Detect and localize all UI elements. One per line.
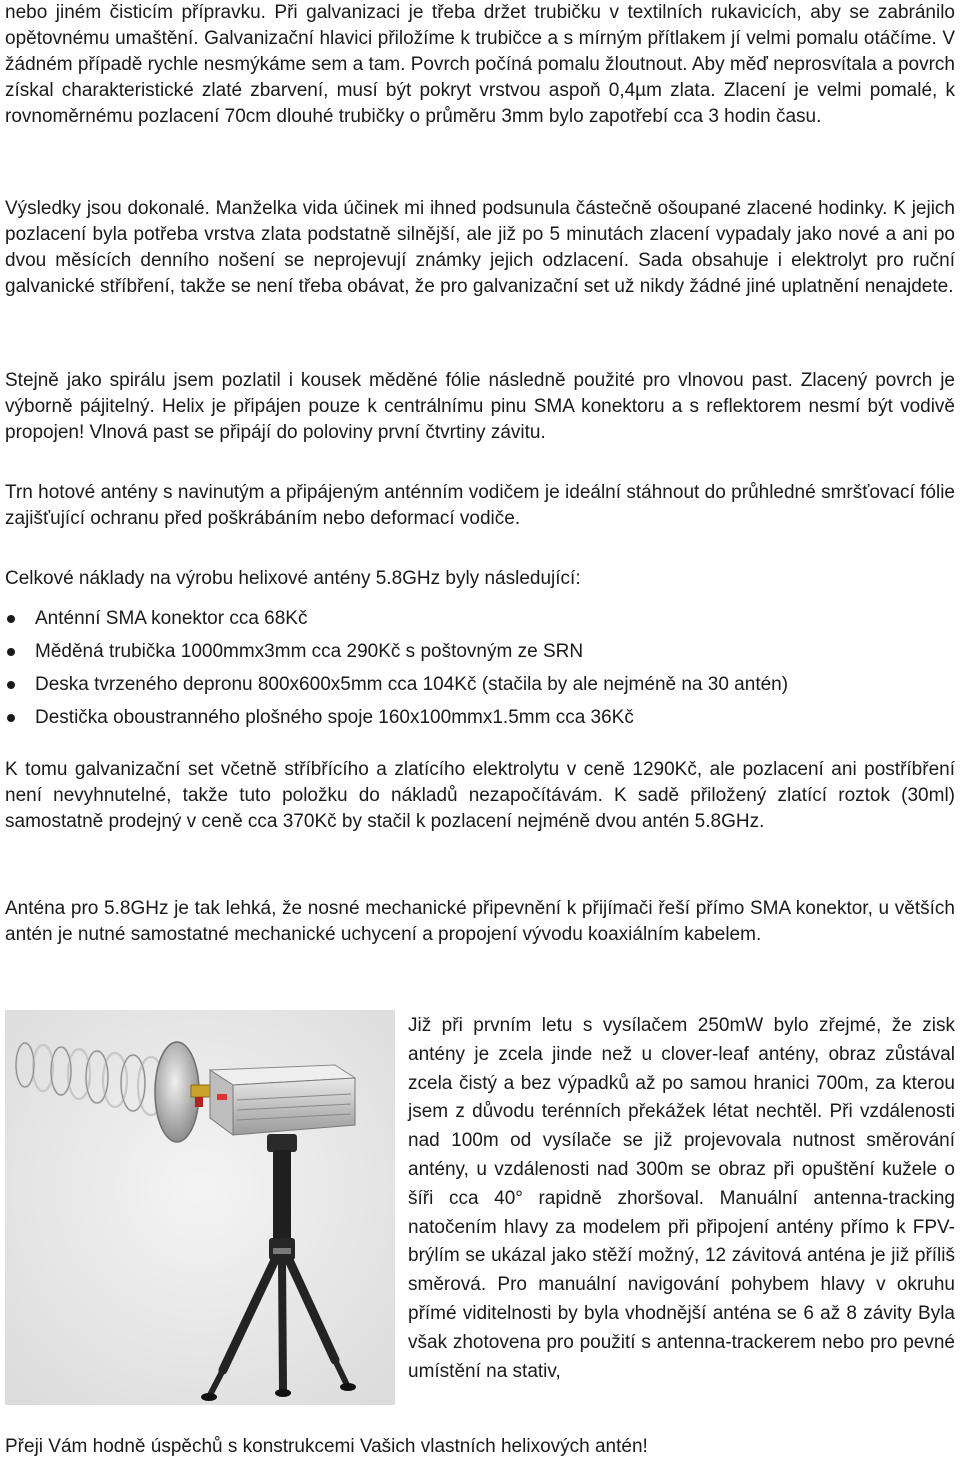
cost-list — [5, 606, 955, 738]
antenna-photo — [5, 1010, 395, 1405]
list-item: Anténní SMA konektor cca 68Kč — [5, 606, 955, 632]
paragraph-costs-intro: Celkové náklady na výrobu helixové antény 5.8GHz byly následující: — [5, 568, 581, 589]
bullet-icon — [7, 615, 15, 623]
paragraph-gilding-process: nebo jiném čisticím přípravku. Při galvanizaci je třeba držet trubičku v textilních rukavicích, aby se zabránilo opětovnému umaštění. Galvanizační hlavici přiložíme k trubičce a s mírným přítlakem jí velmi pomalu otáčíme. V žádném případě rychle nesmýkáme sem a tam. Povrch počíná pomalu žloutnout. Aby měď neprosvítala a povrch získal charakteristické zlaté zbarvení, musí být pokryt vrstvou aspoň 0,4µm zlata. Zlacení je velmi pomalé, k rovnoměrnému pozlacení 70cm dlouhé trubičky o průměru 3mm bylo zapotřebí cca 3 hodin času. — [5, 2, 955, 127]
list-item: Destička oboustranného plošného spoje 160x100mmx1.5mm cca 36Kč — [5, 705, 955, 731]
bullet-icon — [7, 681, 15, 689]
paragraph-closing: Přeji Vám hodně úspěchů s konstrukcemi Vašich vlastních helixových antén! — [5, 1436, 648, 1457]
paragraph-wave-trap: Stejně jako spirálu jsem pozlatil i kousek měděné fólie následně použité pro vlnovou past. Zlacený povrch je výborně pájitelný. Helix je připájen pouze k centrálnímu pinu SMA konektoru a s reflektorem nesmí být vodivě propojen! Vlnová past se připájí do poloviny první čtvrtiny závitu. — [5, 370, 955, 443]
list-item: Deska tvrzeného depronu 800x600x5mm cca 104Kč (stačila by ale nejméně na 30 antén) — [5, 672, 955, 698]
bullet-icon — [7, 714, 15, 722]
paragraph-shrink-film: Trn hotové antény s navinutým a připájeným anténním vodičem je ideální stáhnout do průhledné smršťovací fólie zajišťující ochranu před poškrábáním nebo deformací vodiče. — [5, 482, 955, 529]
paragraph-results: Výsledky jsou dokonalé. Manželka vida účinek mi ihned podsunula částečně ošoupané zlacené hodinky. K jejich pozlacení byla potřeba vrstva zlata podstatně silnější, ale již po 5 minutách zlacení vypadaly jako nové a ani po dvou měsících denního nošení se neprojevují známky jejich odzlacení. Sada obsahuje i elektrolyt pro ruční galvanické stříbření, takže se není třeba obávat, že pro galvanizační set už nikdy žádné jiné uplatnění nenajdete. — [5, 198, 955, 297]
bullet-icon — [7, 648, 15, 656]
paragraph-mounting: Anténa pro 5.8GHz je tak lehká, že nosné mechanické připevnění k přijímači řeší přímo SMA konektor, u větších antén je nutné samostatné mechanické uchycení a propojení vývodu koaxiálním kabelem. — [5, 898, 955, 945]
paragraph-flight-test: Již při prvním letu s vysílačem 250mW bylo zřejmé, že zisk antény je zcela jinde než u clover-leaf antény, obraz zůstával zcela čistý a bez výpadků až po samou hranici 700m, za kterou jsem z důvodu terénních překážek létat nechtěl. Při vzdálenosti nad 100m od vysílače se již projevovala nutnost směrování antény, u vzdálenosti nad 300m se obraz při opuštění kužele o šíři cca 40° rapidně zhoršoval. Manuální antenna-tracking natočením hlavy za modelem při připojení antény přímo k FPV-brýlím se ukázal jako stěží možný, 12 závitová anténa je již příliš směrová. Pro manuální navigování pohybem hlavy v okruhu přímé viditelnosti by byla vhodnější anténa se 6 až 8 závity Byla však zhotovena pro použití s antenna-trackerem nebo pro pevné umístění na stativ, — [408, 1015, 955, 1382]
list-item: Měděná trubička 1000mmx3mm cca 290Kč s poštovným ze SRN — [5, 639, 955, 665]
paragraph-galvanizing-set: K tomu galvanizační set včetně stříbřícího a zlatícího elektrolytu v ceně 1290Kč, ale pozlacení ani postříbření není nevyhnutelné, takže tuto položku do nákladů nezapočítávám. K sadě přiložený zlatící roztok (30ml) samostatně prodejný v ceně cca 370Kč by stačil k pozlacení nejméně dvou antén 5.8GHz. — [5, 759, 955, 832]
